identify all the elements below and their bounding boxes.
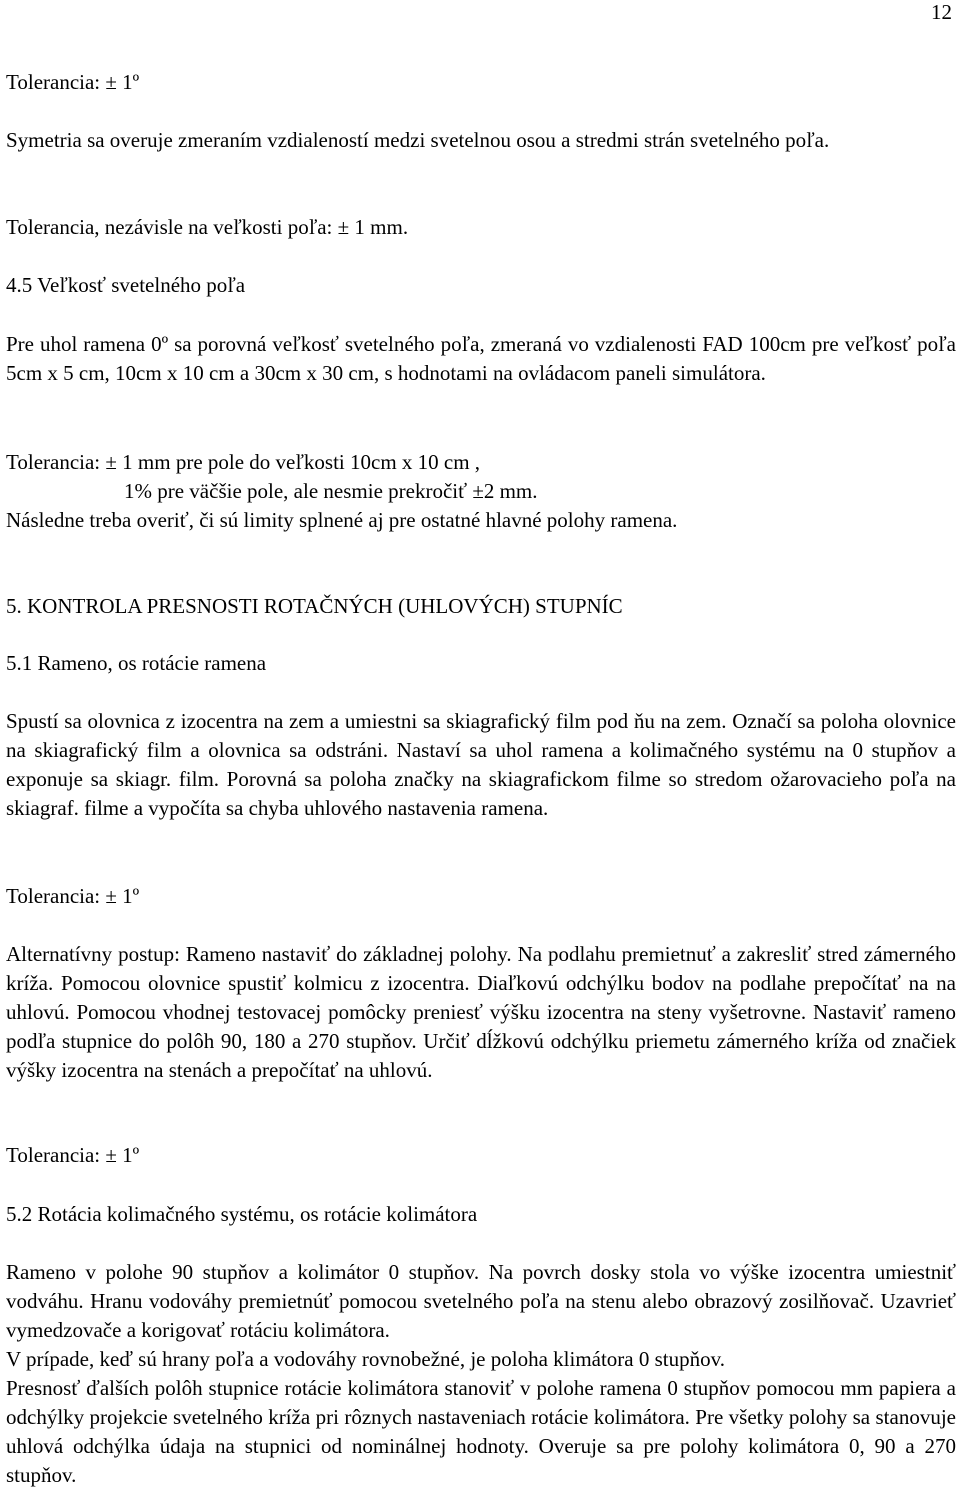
tolerance-size-text: Tolerancia, nezávisle na veľkosti poľa: ± 1 mm. [6, 215, 409, 239]
symmetry-paragraph: Symetria sa overuje zmeraním vzdialeností medzi svetelnou osou a stredmi strán svetelného poľa. [6, 128, 830, 152]
collimator-paragraph-2: V prípade, keď sú hrany poľa a vodováhy rovnobežné, je poloha klimátora 0 stupňov. [6, 1347, 726, 1371]
field-size-paragraph: Pre uhol ramena 0º sa porovná veľkosť svetelného poľa, zmeraná vo vzdialenosti FAD 100cm pre veľkosť poľa 5cm x 5 cm, 10cm x 10 cm a 30cm x 30 cm, s hodnotami na ovládacom paneli simulátora. [6, 332, 956, 385]
verify-positions-text: Následne treba overiť, či sú limity splnené aj pre ostatné hlavné polohy ramena. [6, 508, 678, 532]
tolerance-text: Tolerancia: ± 1º [6, 1143, 140, 1167]
tolerance-text: Tolerancia: ± 1º [6, 70, 140, 94]
section-heading-5-1: 5.1 Rameno, os rotácie ramena [6, 651, 267, 675]
arm-procedure-paragraph: Spustí sa olovnica z izocentra na zem a umiestni sa skiagrafický film pod ňu na zem. Označí sa poloha olovnice na skiagrafický film a olovnica sa odstráni. Nastaví sa uhol ramena a kolimačného systému na 0 stupňov a exponuje sa skiagr. film. Porovná sa poloha značky na skiagrafickom filme so stredom ožarovacieho poľa na skiagraf. filme a vypočíta sa chyba uhlového nastavenia ramena. [6, 709, 956, 820]
collimator-paragraph-3: Presnosť ďalších polôh stupnice rotácie kolimátora stanoviť v polohe ramena 0 stupňov pomocou mm papiera a odchýlky projekcie svetelného kríža pri rôznych nastaveniach rotácie kolimátora. Pre všetky polohy sa stanovuje uhlová odchýlka údaja na stupnici od nominálnej hodnoty. Overuje sa pre polohy kolimátora 0, 90 a 270 stupňov. [6, 1376, 956, 1487]
section-heading-5: 5. KONTROLA PRESNOSTI ROTAČNÝCH (UHLOVÝCH) STUPNÍC [6, 594, 623, 618]
document-page [6, 0, 956, 1488]
section-heading-5-2: 5.2 Rotácia kolimačného systému, os rotácie kolimátora [6, 1202, 478, 1226]
tolerance-field-line-2: 1% pre väčšie pole, ale nesmie prekročiť ±2 mm. [124, 479, 538, 503]
collimator-paragraph-1: Rameno v polohe 90 stupňov a kolimátor 0 stupňov. Na povrch dosky stola vo výške izocentra umiestniť vodváhu. Hranu vodováhy premietnúť pomocou svetelného poľa na stenu alebo obrazový zosilňovač. Uzavrieť vymedzovače a korigovať rotáciu kolimátora. [6, 1260, 956, 1342]
page-number: 12 [931, 0, 952, 24]
tolerance-text: Tolerancia: ± 1º [6, 884, 140, 908]
alternative-procedure-paragraph: Alternatívny postup: Rameno nastaviť do základnej polohy. Na podlahu premietnuť a zakresliť stred zámerného kríža. Pomocou olovnice spustiť kolmicu z izocentra. Diaľkovú odchýlku bodov na podlahe prepočítať na na uhlovú. Pomocou vhodnej testovacej pomôcky preniesť výšku izocentra na steny vyšetrovne. Nastaviť rameno podľa stupnice do polôh 90, 180 a 270 stupňov. Určiť dĺžkovú odchýlku priemetu zámerného kríža od značiek výšky izocentra na stenách a prepočítať na uhlovú. [6, 942, 956, 1082]
section-heading-4-5: 4.5 Veľkosť svetelného poľa [6, 273, 246, 297]
tolerance-field-line-1: Tolerancia: ± 1 mm pre pole do veľkosti 10cm x 10 cm , [6, 450, 481, 474]
